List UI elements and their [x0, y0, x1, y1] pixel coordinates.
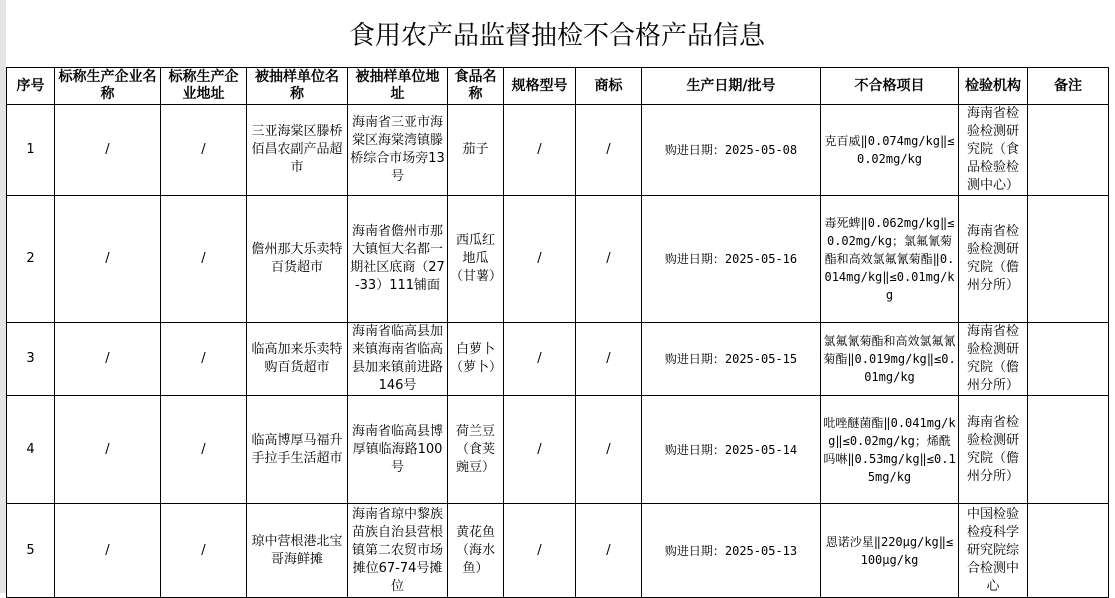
- header-cell-unit-addr[interactable]: 被抽样单位地址: [348, 68, 448, 105]
- cell-brand[interactable]: /: [576, 323, 642, 396]
- header-row: [7, 68, 1109, 105]
- cell-unit-name[interactable]: 临高博厚马福升手拉手生活超市: [247, 396, 348, 504]
- cell-note[interactable]: [1028, 323, 1109, 396]
- cell-lab[interactable]: 海南省检验检测研究院（食品检验检测中心）: [959, 105, 1028, 196]
- cell-item[interactable]: 氯氟氰菊酯和高效氯氟氰菊酯‖0.019mg/kg‖≤0.01mg/kg: [821, 323, 959, 396]
- cell-note[interactable]: [1028, 105, 1109, 196]
- cell-item[interactable]: 毒死蜱‖0.062mg/kg‖≤0.02mg/kg；氯氟氰菊酯和高效氯氟氰菊酯‖0.014mg/kg‖≤0.01mg/kg: [821, 196, 959, 323]
- cell-note[interactable]: [1028, 196, 1109, 323]
- cell-unit-addr[interactable]: 海南省临高县博厚镇临海路100号: [348, 396, 448, 504]
- cell-unit-addr[interactable]: 海南省琼中黎族苗族自治县营根镇第二农贸市场摊位67-74号摊位: [348, 504, 448, 598]
- header-cell-brand[interactable]: 商标: [576, 68, 642, 105]
- cell-brand[interactable]: /: [576, 196, 642, 323]
- cell-lab[interactable]: 海南省检验检测研究院（儋州分所）: [959, 323, 1028, 396]
- cell-unit-addr[interactable]: 海南省三亚市海棠区海棠湾镇滕桥综合市场旁13号: [348, 105, 448, 196]
- cell-no[interactable]: 4: [7, 396, 55, 504]
- cell-mfr-addr[interactable]: /: [161, 396, 247, 504]
- header-cell-lab[interactable]: 检验机构: [959, 68, 1028, 105]
- table-row: [7, 323, 1109, 396]
- cell-item[interactable]: 恩诺沙星‖220μg/kg‖≤100μg/kg: [821, 504, 959, 598]
- header-cell-food[interactable]: 食品名称: [448, 68, 504, 105]
- cell-note[interactable]: [1028, 396, 1109, 504]
- cell-unit-addr[interactable]: 海南省儋州市那大镇恒大名都一期社区底商（27-33）111铺面: [348, 196, 448, 323]
- header-cell-mfr-addr[interactable]: 标称生产企业地址: [161, 68, 247, 105]
- page-title: 食用农产品监督抽检不合格产品信息: [6, 0, 1108, 68]
- cell-mfr-name[interactable]: /: [55, 504, 161, 598]
- cell-date[interactable]: 购进日期：2025-05-14: [642, 396, 821, 504]
- cell-mfr-addr[interactable]: /: [161, 504, 247, 598]
- cell-food[interactable]: 荷兰豆（食荚豌豆）: [448, 396, 504, 504]
- cell-item[interactable]: 吡唑醚菌酯‖0.041mg/kg‖≤0.02mg/kg；烯酰吗啉‖0.53mg/kg‖≤0.15mg/kg: [821, 396, 959, 504]
- cell-no[interactable]: 3: [7, 323, 55, 396]
- cell-lab[interactable]: 海南省检验检测研究院（儋州分所）: [959, 196, 1028, 323]
- cell-brand[interactable]: /: [576, 105, 642, 196]
- cell-lab[interactable]: 中国检验检疫科学研究院综合检测中心: [959, 504, 1028, 598]
- cell-mfr-addr[interactable]: /: [161, 105, 247, 196]
- unqualified-products-table: [6, 67, 1109, 598]
- cell-lab[interactable]: 海南省检验检测研究院（儋州分所）: [959, 396, 1028, 504]
- table-row: [7, 196, 1109, 323]
- cell-brand[interactable]: /: [576, 504, 642, 598]
- cell-food[interactable]: 茄子: [448, 105, 504, 196]
- cell-unit-name[interactable]: 三亚海棠区滕桥佰昌农副产品超市: [247, 105, 348, 196]
- cell-food[interactable]: 黄花鱼（海水鱼）: [448, 504, 504, 598]
- cell-unit-name[interactable]: 临高加来乐卖特购百货超市: [247, 323, 348, 396]
- cell-no[interactable]: 2: [7, 196, 55, 323]
- cell-spec[interactable]: /: [504, 196, 576, 323]
- cell-spec[interactable]: /: [504, 504, 576, 598]
- cell-spec[interactable]: /: [504, 396, 576, 504]
- cell-mfr-name[interactable]: /: [55, 396, 161, 504]
- cell-unit-name[interactable]: 儋州那大乐卖特百货超市: [247, 196, 348, 323]
- cell-food[interactable]: 西瓜红地瓜（甘薯）: [448, 196, 504, 323]
- header-cell-item[interactable]: 不合格项目: [821, 68, 959, 105]
- cell-spec[interactable]: /: [504, 323, 576, 396]
- header-cell-note[interactable]: 备注: [1028, 68, 1109, 105]
- cell-no[interactable]: 5: [7, 504, 55, 598]
- cell-unit-name[interactable]: 琼中营根港北宝哥海鲜摊: [247, 504, 348, 598]
- cell-mfr-addr[interactable]: /: [161, 323, 247, 396]
- cell-brand[interactable]: /: [576, 396, 642, 504]
- header-cell-unit-name[interactable]: 被抽样单位名称: [247, 68, 348, 105]
- header-cell-date[interactable]: 生产日期/批号: [642, 68, 821, 105]
- cell-mfr-addr[interactable]: /: [161, 196, 247, 323]
- cell-spec[interactable]: /: [504, 105, 576, 196]
- cell-no[interactable]: 1: [7, 105, 55, 196]
- cell-date[interactable]: 购进日期：2025-05-08: [642, 105, 821, 196]
- cell-mfr-name[interactable]: /: [55, 196, 161, 323]
- table-row: [7, 105, 1109, 196]
- cell-date[interactable]: 购进日期：2025-05-15: [642, 323, 821, 396]
- cell-unit-addr[interactable]: 海南省临高县加来镇海南省临高县加来镇前进路146号: [348, 323, 448, 396]
- table-row: [7, 396, 1109, 504]
- table-row: [7, 504, 1109, 598]
- cell-food[interactable]: 白萝卜（萝卜）: [448, 323, 504, 396]
- header-cell-mfr-name[interactable]: 标称生产企业名称: [55, 68, 161, 105]
- cell-note[interactable]: [1028, 504, 1109, 598]
- cell-date[interactable]: 购进日期：2025-05-13: [642, 504, 821, 598]
- header-cell-spec[interactable]: 规格型号: [504, 68, 576, 105]
- cell-mfr-name[interactable]: /: [55, 105, 161, 196]
- cell-item[interactable]: 克百威‖0.074mg/kg‖≤0.02mg/kg: [821, 105, 959, 196]
- cell-date[interactable]: 购进日期：2025-05-16: [642, 196, 821, 323]
- cell-mfr-name[interactable]: /: [55, 323, 161, 396]
- header-cell-no[interactable]: 序号: [7, 68, 55, 105]
